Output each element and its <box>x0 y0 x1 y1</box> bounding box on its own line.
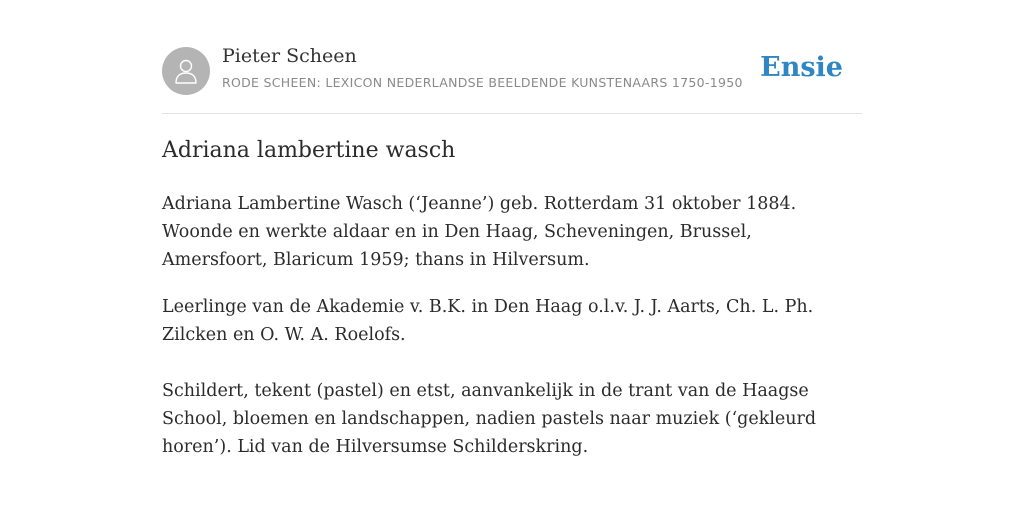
author-name[interactable]: Pieter Scheen <box>222 45 357 67</box>
article-paragraph-1: Adriana Lambertine Wasch (‘Jeanne’) geb. Rotterdam 31 oktober 1884. Woonde en werkte aldaar en in Den Haag, Scheveningen, Brussel, Amersfoort, Blaricum 1959; thans in Hilversum. <box>162 194 797 270</box>
article-title: Adriana lambertine wasch <box>162 138 456 163</box>
ensie-logo[interactable]: Ensie <box>760 52 843 83</box>
article-card <box>162 0 862 457</box>
article-paragraph-2: Leerlinge van de Akademie v. B.K. in Den Haag o.l.v. J. J. Aarts, Ch. L. Ph. Zilcken en O. W. A. Roelofs. <box>162 297 814 345</box>
source-title[interactable]: RODE SCHEEN: LEXICON NEDERLANDSE BEELDENDE KUNSTENAARS 1750-1950 <box>222 75 743 90</box>
author-avatar[interactable] <box>162 47 210 95</box>
user-icon <box>174 57 198 85</box>
article-paragraph-3: Schildert, tekent (pastel) en etst, aanvankelijk in de trant van de Haagse School, bloemen en landschappen, nadien pastels naar muziek (‘gekleurd horen’). Lid van de Hilversumse Schilderskring. <box>162 381 817 457</box>
author-header <box>162 0 862 114</box>
